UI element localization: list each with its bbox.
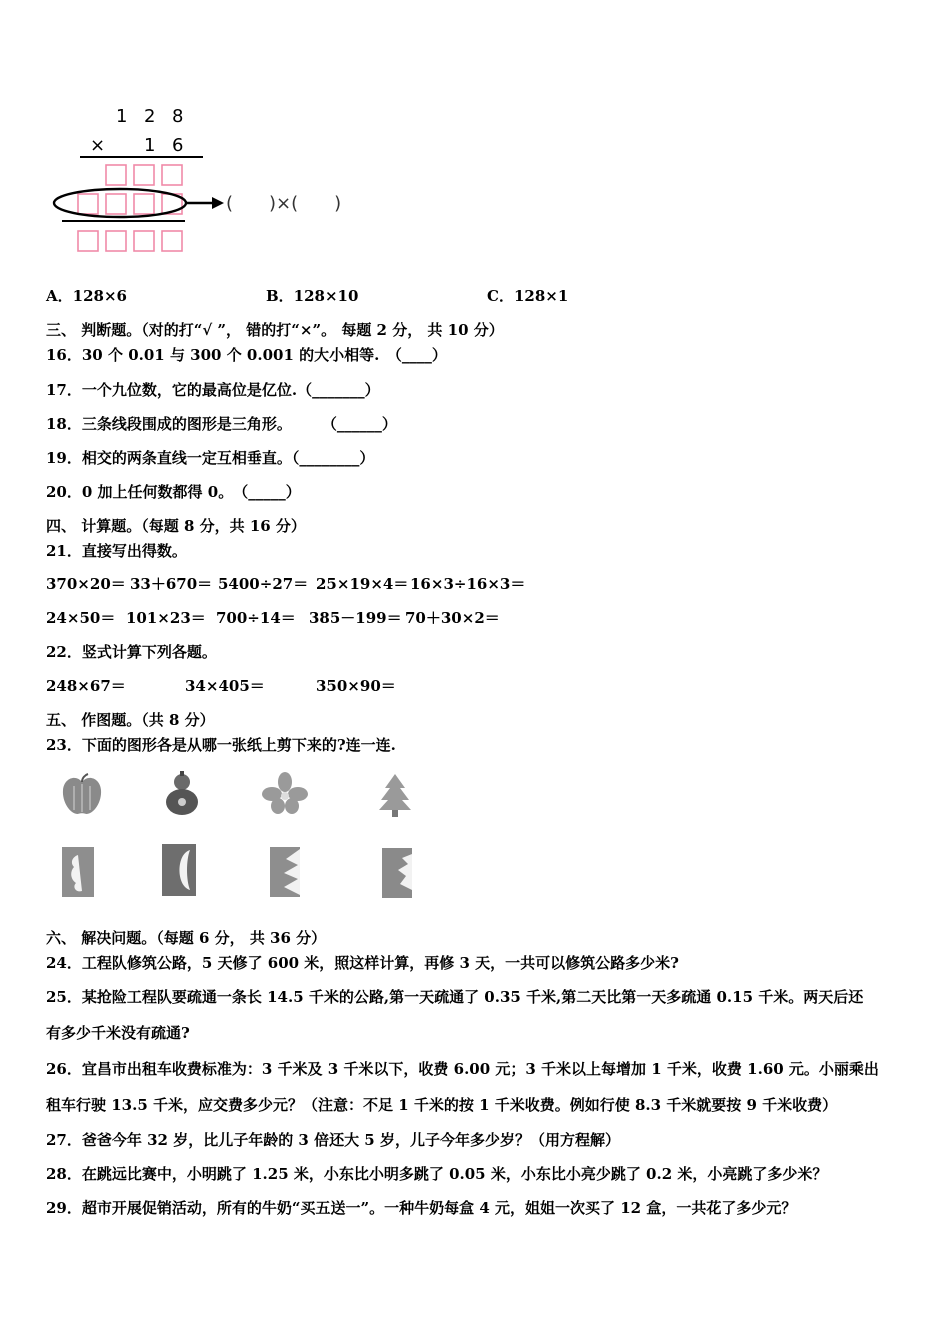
question-22: 22．竖式计算下列各题。 [46,643,217,661]
option-b[interactable]: B．128×10 [266,287,359,305]
flower-shape-icon[interactable] [262,772,308,814]
paper-sheet-3-icon[interactable] [268,845,302,899]
question-28: 28．在跳远比赛中，小明跳了 1.25 米，小东比小明多跳了 0.05 米，小东比小亮少跳了 0.2 米，小亮跳了多少米？ [46,1165,828,1183]
option-c[interactable]: C．128×1 [487,287,569,305]
question-26-line2: 租车行驶 13.5 千米，应交费多少元？（注意：不足 1 千米的按 1 千米收费。例如行使 8.3 千米就要按 9 千米收费） [46,1096,838,1114]
question-23: 23．下面的图形各是从哪一张纸上剪下来的?连一连. [46,736,396,754]
question-18: 18．三条线段围成的图形是三角形。 （______） [46,415,397,433]
calc-item: 248×67＝ [46,677,126,695]
calc-item: 385－199＝ [309,609,402,627]
product-boxes-row1 [106,165,182,185]
option-a[interactable]: A．128×6 [46,287,127,305]
question-20: 20．0 加上任何数都得 0。 （_____） [46,483,301,501]
top-digit: 1 [116,106,128,127]
question-21: 21．直接写出得数。 [46,542,187,560]
arrow-head-icon [212,197,224,209]
bottom-digit: 6 [172,135,184,156]
top-digit: 2 [144,106,156,127]
question-29: 29．超市开展促销活动，所有的牛奶“买五送一”。一种牛奶每盒 4 元，姐姐一次买了 12 盒，一共花了多少元？ [46,1199,797,1217]
question-17: 17．一个九位数，它的最高位是亿位.（_______） [46,381,380,399]
section4-heading: 四、 计算题。（每题 8 分，共 16 分） [46,517,306,535]
tree-shape-icon[interactable] [375,772,415,818]
calc-item: 24×50＝ [46,609,116,627]
gourd-shape-icon[interactable] [162,770,202,818]
paper-sheet-2-icon[interactable] [160,842,198,898]
calc-item: 70＋30×2＝ [405,609,500,627]
bottom-digit: 1 [144,135,156,156]
calc-item: 5400÷27＝ [218,575,309,593]
calc-item: 370×20＝ [46,575,126,593]
question-19: 19．相交的两条直线一定互相垂直。（________） [46,449,375,467]
section5-heading: 五、 作图题。（共 8 分） [46,711,215,729]
paper-sheet-4-icon[interactable] [380,846,414,900]
question-26-line1: 26．宜昌市出租车收费标准为：3 千米及 3 千米以下，收费 6.00 元；3 千米以上每增加 1 千米，收费 1.60 元。小丽乘出 [46,1060,879,1078]
calc-item: 350×90＝ [316,677,396,695]
calc-item: 33＋670＝ [130,575,213,593]
calc-item: 700÷14＝ [216,609,296,627]
product-boxes-row2 [78,194,182,214]
calc-item: 101×23＝ [126,609,206,627]
product-boxes-row3 [78,231,182,251]
paper-sheet-1-icon[interactable] [60,845,96,899]
factor-blanks: ( )×( ) [226,193,342,214]
top-digit: 8 [172,106,184,127]
multiplication-diagram [40,95,420,265]
question-27: 27．爸爸今年 32 岁，比儿子年龄的 3 倍还大 5 岁，儿子今年多少岁？（用方程解） [46,1131,620,1149]
section3-heading: 三、 判断题。（对的打“√ ”， 错的打“×”。 每题 2 分， 共 10 分） [46,321,504,339]
calc-item: 34×405＝ [185,677,265,695]
apple-shape-icon[interactable] [58,772,106,818]
question-25-line1: 25．某抢险工程队要疏通一条长 14.5 千米的公路,第一天疏通了 0.35 千米,第二天比第一天多疏通 0.15 千米。两天后还 [46,988,864,1006]
times-sign: × [90,135,106,156]
question-16: 16．30 个 0.01 与 300 个 0.001 的大小相等. （____） [46,346,447,364]
highlight-ellipse [54,189,186,217]
calc-item: 16×3÷16×3＝ [410,575,526,593]
question-25-line2: 有多少千米没有疏通? [46,1024,190,1042]
section6-heading: 六、 解决问题。（每题 6 分， 共 36 分） [46,929,327,947]
calc-item: 25×19×4＝ [316,575,409,593]
question-24: 24．工程队修筑公路，5 天修了 600 米，照这样计算，再修 3 天，一共可以修筑公路多少米? [46,954,679,972]
